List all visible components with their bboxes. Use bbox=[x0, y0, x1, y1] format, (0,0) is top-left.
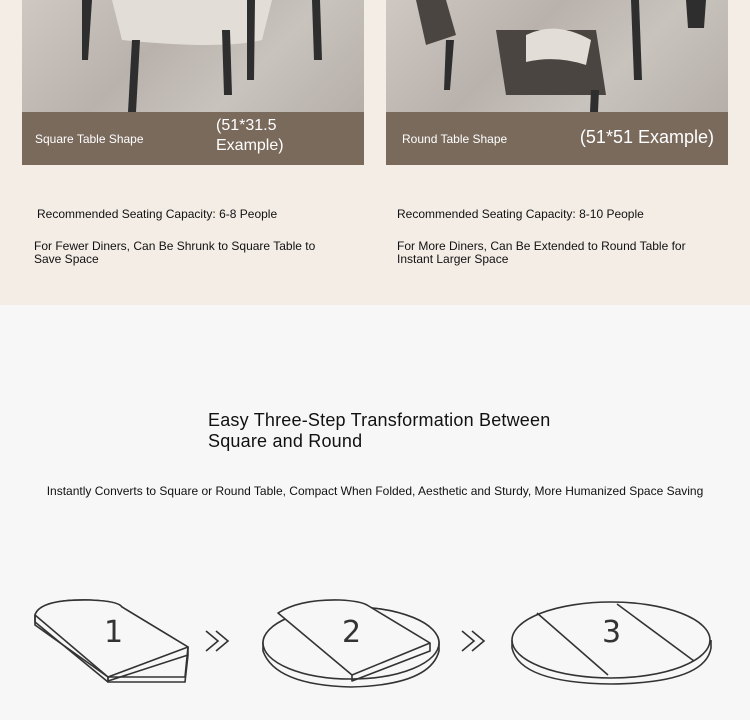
double-chevron-right-icon bbox=[206, 631, 228, 651]
round-table-photo bbox=[386, 0, 728, 165]
step-2-number: 2 bbox=[342, 615, 362, 650]
square-table-photo bbox=[22, 0, 364, 165]
transformation-subtitle: Instantly Converts to Square or Round Table, Compact When Folded, Aesthetic and Sturdy, More Humanized Space Saving bbox=[46, 484, 704, 498]
chairs-illustration bbox=[386, 0, 728, 112]
round-example-size: (51*51 Example) bbox=[579, 127, 714, 147]
double-chevron-right-icon bbox=[462, 631, 484, 651]
square-caption-bar bbox=[22, 112, 364, 165]
transformation-title: Easy Three-Step Transformation Between Square and Round bbox=[208, 410, 551, 451]
step-3-number: 3 bbox=[602, 615, 622, 650]
square-shape-label: Square Table Shape bbox=[35, 132, 144, 146]
square-description: For Fewer Diners, Can Be Shrunk to Square Table to Save Space bbox=[34, 239, 316, 266]
chairs-illustration bbox=[22, 0, 364, 112]
round-description: For More Diners, Can Be Extended to Round Table for Instant Larger Space bbox=[397, 239, 686, 266]
round-caption-bar bbox=[386, 112, 728, 165]
transformation-steps bbox=[0, 585, 750, 695]
round-seating-capacity: Recommended Seating Capacity: 8-10 People bbox=[397, 207, 644, 221]
comparison-section bbox=[0, 0, 750, 305]
step-1-number: 1 bbox=[104, 615, 124, 650]
round-shape-label: Round Table Shape bbox=[402, 132, 508, 146]
square-seating-capacity: Recommended Seating Capacity: 6-8 People bbox=[37, 207, 278, 221]
square-example-size: (51*31.5 Example) bbox=[216, 117, 284, 154]
